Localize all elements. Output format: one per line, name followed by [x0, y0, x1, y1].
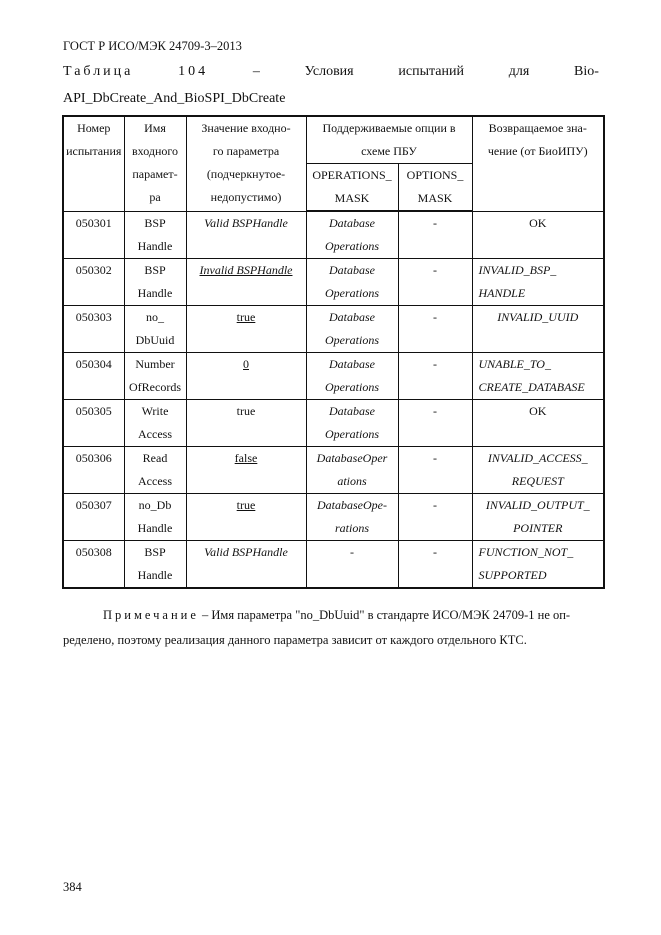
caption-word: Условия: [304, 64, 354, 79]
caption-line-2: API_DbCreate_And_BioSPI_DbCreate: [63, 91, 286, 106]
cell-test-number: 050302: [63, 259, 124, 306]
cell-param-name: BSP Handle: [124, 211, 186, 259]
header-operations-mask: OPERATIONS_ MASK: [306, 164, 398, 212]
document-header: ГОСТ Р ИСО/МЭК 24709-3–2013: [63, 39, 242, 53]
cell-param-name: no_Db Handle: [124, 494, 186, 541]
caption-word: Bio-: [574, 64, 599, 79]
table-caption: [63, 64, 599, 80]
table-row: [63, 259, 604, 306]
caption-word: для: [508, 64, 530, 79]
cell-test-number: 050307: [63, 494, 124, 541]
cell-options-mask: -: [398, 353, 472, 400]
cell-param-name: Number OfRecords: [124, 353, 186, 400]
table-row: [63, 494, 604, 541]
table-row: [63, 400, 604, 447]
table-row: [63, 353, 604, 400]
cell-param-value: true: [186, 400, 306, 447]
cell-return-value: OK: [472, 400, 604, 447]
cell-param-value: true: [186, 494, 306, 541]
cell-param-value: Valid BSPHandle: [186, 541, 306, 589]
note-text-1: – Имя параметра "no_DbUuid" в стандарте ИСО/МЭК 24709-1 не оп-: [198, 608, 571, 622]
caption-label: Таблица: [63, 64, 134, 79]
table-row: [63, 306, 604, 353]
cell-param-name: BSP Handle: [124, 259, 186, 306]
note-text-2: ределено, поэтому реализация данного параметра зависит от каждого отдельного КТС.: [63, 633, 527, 647]
cell-param-value: 0: [186, 353, 306, 400]
table-row: [63, 541, 604, 589]
table-note: [63, 603, 599, 653]
header-test-number: Номер испытания: [63, 116, 124, 211]
cell-return-value: INVALID_BSP_ HANDLE: [472, 259, 604, 306]
note-label: Примечание: [103, 608, 199, 622]
cell-return-value: INVALID_ACCESS_ REQUEST: [472, 447, 604, 494]
cell-param-value: true: [186, 306, 306, 353]
header-param-name: Имя входного парамет- ра: [124, 116, 186, 211]
cell-test-number: 050305: [63, 400, 124, 447]
cell-options-mask: -: [398, 259, 472, 306]
cell-operations-mask: DatabaseOpe- rations: [306, 494, 398, 541]
cell-options-mask: -: [398, 400, 472, 447]
cell-options-mask: -: [398, 494, 472, 541]
cell-options-mask: -: [398, 541, 472, 589]
table-row: [63, 447, 604, 494]
cell-operations-mask: Database Operations: [306, 211, 398, 259]
test-conditions-table: [62, 115, 605, 589]
page-number: 384: [63, 880, 82, 894]
cell-operations-mask: Database Operations: [306, 400, 398, 447]
cell-options-mask: -: [398, 447, 472, 494]
header-return-value: Возвращаемое зна- чение (от БиоИПУ): [472, 116, 604, 211]
caption-dash: –: [252, 64, 260, 79]
caption-word: испытаний: [398, 64, 464, 79]
caption-number: 104: [178, 64, 209, 79]
cell-operations-mask: Database Operations: [306, 353, 398, 400]
cell-operations-mask: -: [306, 541, 398, 589]
cell-return-value: OK: [472, 211, 604, 259]
cell-param-name: Write Access: [124, 400, 186, 447]
cell-options-mask: -: [398, 306, 472, 353]
table-header-row: [63, 116, 604, 164]
cell-test-number: 050304: [63, 353, 124, 400]
cell-test-number: 050303: [63, 306, 124, 353]
cell-operations-mask: Database Operations: [306, 259, 398, 306]
cell-operations-mask: Database Operations: [306, 306, 398, 353]
cell-return-value: FUNCTION_NOT_ SUPPORTED: [472, 541, 604, 589]
header-param-value: Значение входно- го параметра (подчеркнутое- недопустимо): [186, 116, 306, 211]
table-row: [63, 211, 604, 259]
cell-return-value: UNABLE_TO_ CREATE_DATABASE: [472, 353, 604, 400]
cell-test-number: 050306: [63, 447, 124, 494]
cell-options-mask: -: [398, 211, 472, 259]
cell-return-value: INVALID_OUTPUT_ POINTER: [472, 494, 604, 541]
cell-param-name: Read Access: [124, 447, 186, 494]
cell-param-value: false: [186, 447, 306, 494]
header-supported-options: Поддерживаемые опции в схеме ПБУ: [306, 116, 472, 164]
cell-test-number: 050301: [63, 211, 124, 259]
cell-test-number: 050308: [63, 541, 124, 589]
cell-return-value: INVALID_UUID: [472, 306, 604, 353]
cell-operations-mask: DatabaseOper ations: [306, 447, 398, 494]
cell-param-name: BSP Handle: [124, 541, 186, 589]
cell-param-name: no_ DbUuid: [124, 306, 186, 353]
cell-param-value: Invalid BSPHandle: [186, 259, 306, 306]
header-options-mask: OPTIONS_ MASK: [398, 164, 472, 212]
cell-param-value: Valid BSPHandle: [186, 211, 306, 259]
